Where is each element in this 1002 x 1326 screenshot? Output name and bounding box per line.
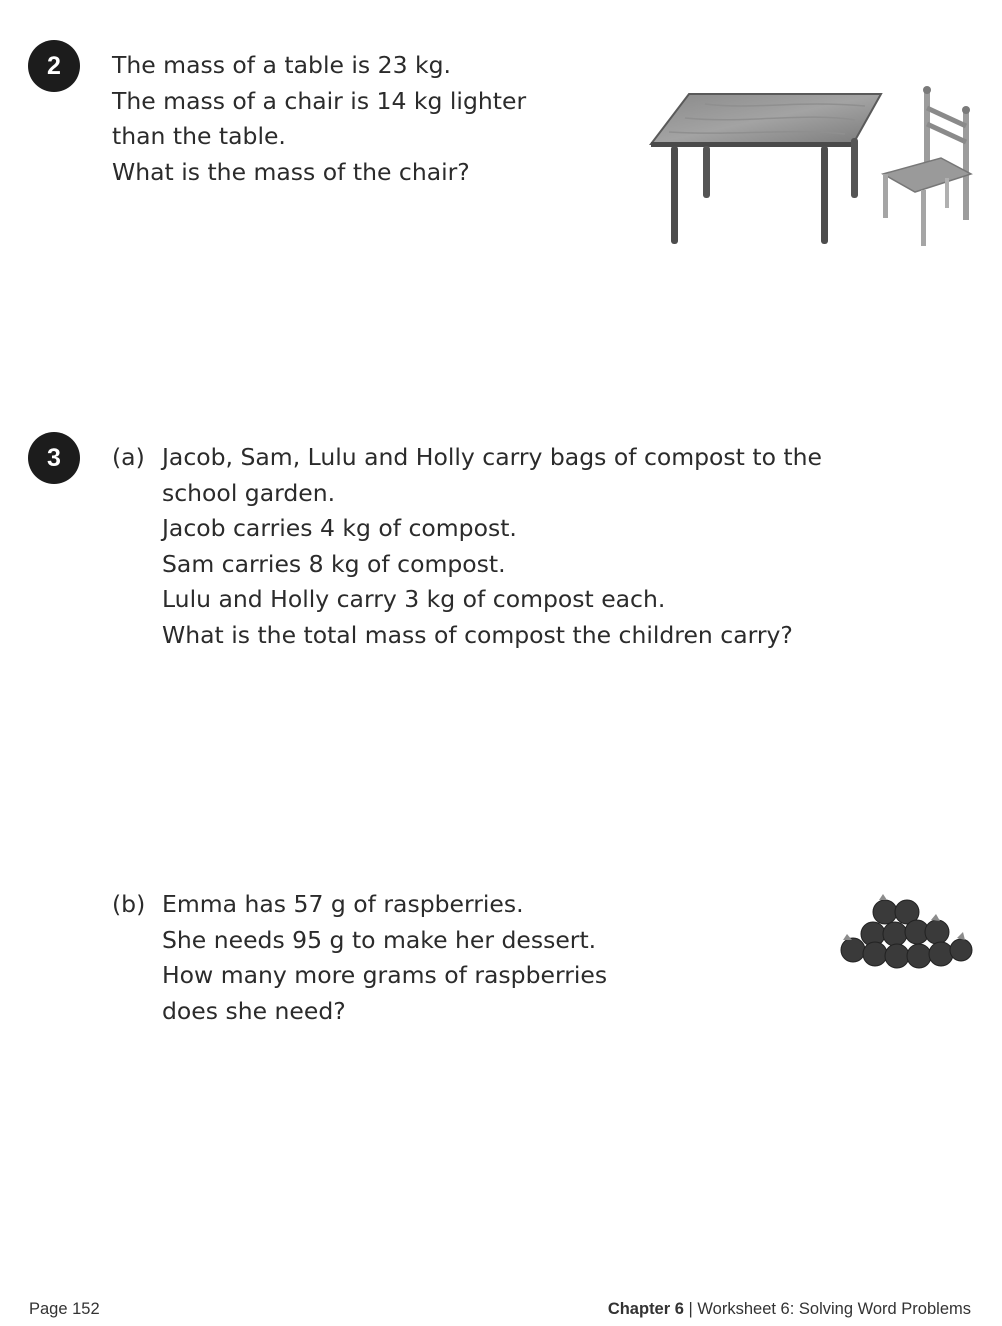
question-number-badge (28, 40, 80, 92)
question-line: Jacob, Sam, Lulu and Holly carry bags of compost to the (162, 443, 822, 471)
question-line: Lulu and Holly carry 3 kg of compost each. (162, 585, 666, 613)
chapter-label: Chapter 6 (607, 1300, 684, 1318)
question-line: How many more grams of raspberries (162, 961, 608, 989)
question-line: school garden. (162, 479, 336, 507)
question-line: does she need? (162, 997, 346, 1025)
chair-icon (883, 86, 971, 246)
part-b-label: (b) (112, 890, 146, 918)
raspberries-illustration (835, 890, 975, 972)
question-line: Emma has 57 g of raspberries. (162, 890, 524, 918)
question-line: Jacob carries 4 kg of compost. (162, 514, 517, 542)
question-line: The mass of a table is 23 kg. (112, 51, 452, 79)
question-line: Sam carries 8 kg of compost. (162, 550, 506, 578)
footer-separator: | (688, 1300, 693, 1318)
chapter-footer (608, 1300, 971, 1319)
table-and-chair-illustration (645, 82, 980, 252)
question-line: What is the total mass of compost the children carry? (162, 621, 793, 649)
question-number: 2 (47, 51, 61, 80)
raspberries-icon (841, 900, 972, 968)
table-icon (651, 94, 881, 244)
part-a-label: (a) (112, 443, 145, 471)
question-line: She needs 95 g to make her dessert. (162, 926, 597, 954)
question-number: 3 (47, 443, 61, 472)
question-line: The mass of a chair is 14 kg lighter (112, 87, 527, 115)
page-number: Page 152 (29, 1300, 100, 1318)
question-line: What is the mass of the chair? (112, 158, 470, 186)
question-line: than the table. (112, 122, 286, 150)
question-number-badge (28, 432, 80, 484)
worksheet-title: Worksheet 6: Solving Word Problems (697, 1300, 971, 1318)
